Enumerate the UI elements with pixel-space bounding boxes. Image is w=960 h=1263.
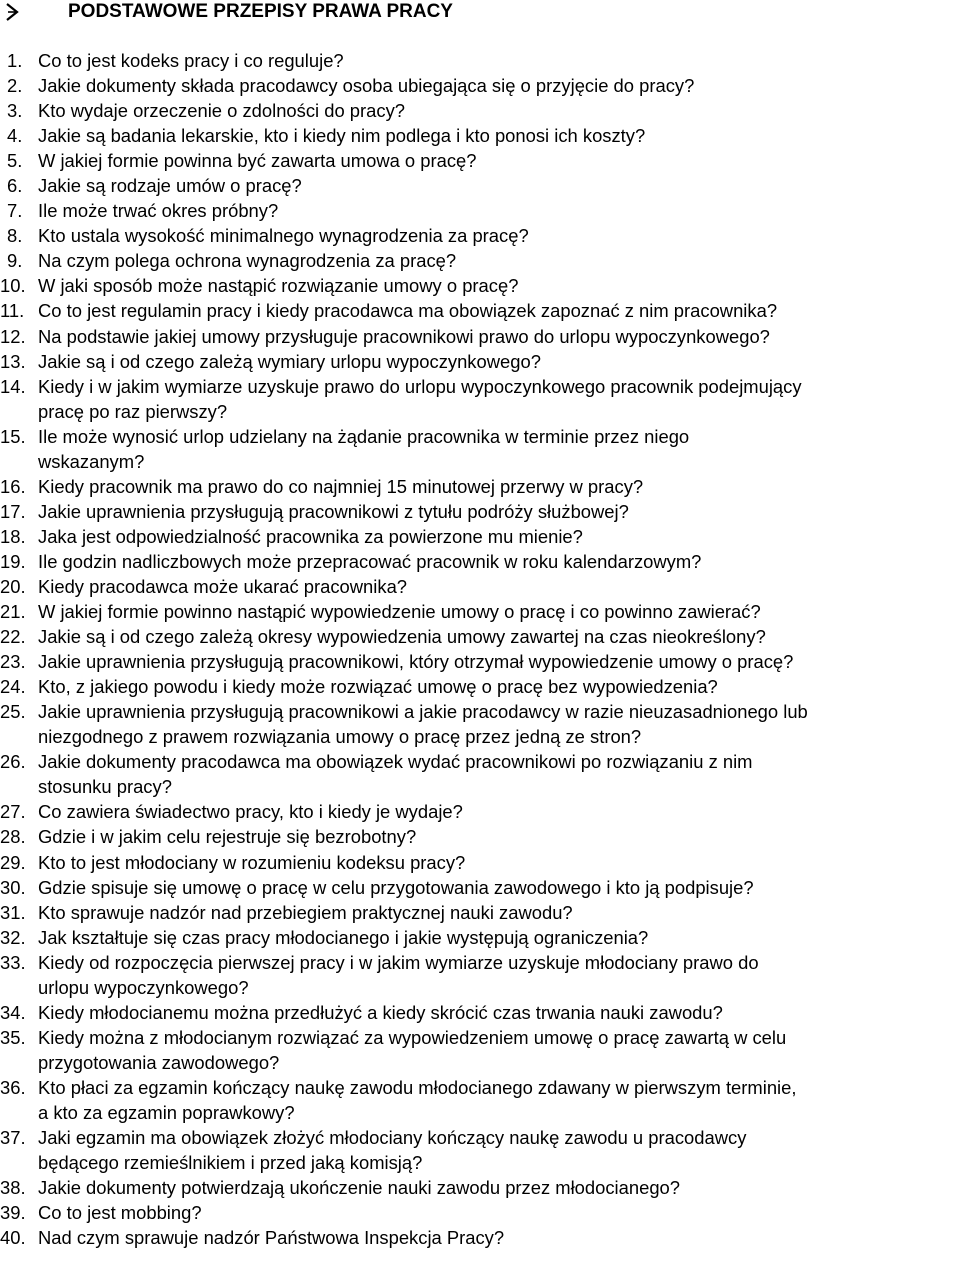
question-number: 16. [0, 475, 26, 497]
question-item [0, 1175, 960, 1200]
question-item [0, 474, 960, 499]
question-text [38, 649, 958, 674]
question-text [38, 699, 958, 749]
question-number: 30. [0, 876, 26, 898]
question-text-line: wskazanym? [38, 450, 145, 472]
question-item [0, 850, 960, 875]
question-item [0, 424, 960, 474]
question-text [38, 599, 958, 624]
question-text-line: Co zawiera świadectwo pracy, kto i kiedy je wydaje? [38, 801, 463, 823]
question-item [0, 223, 960, 248]
question-item [0, 1125, 960, 1175]
question-number: 19. [0, 550, 26, 572]
question-number: 28. [0, 826, 26, 848]
question-number: 22. [0, 626, 26, 648]
question-number: 25. [0, 701, 26, 723]
question-text-line: Kiedy od rozpoczęcia pierwszej pracy i w jakim wymiarze uzyskuje młodociany prawo do [38, 951, 759, 973]
question-text-line: Jakie dokumenty potwierdzają ukończenie nauki zawodu przez młodocianego? [38, 1177, 681, 1199]
question-number: 5. [7, 150, 23, 172]
question-text [38, 950, 958, 1000]
question-text-line: Na podstawie jakiej umowy przysługuje pracownikowi prawo do urlopu wypoczynkowego? [38, 325, 770, 347]
question-number: 23. [0, 651, 26, 673]
question-number: 36. [0, 1076, 26, 1098]
question-text-line: Co to jest kodeks pracy i co reguluje? [38, 50, 344, 71]
question-number: 3. [7, 100, 23, 122]
arrow-check-bullet-icon [5, 2, 25, 22]
question-item [0, 273, 960, 298]
question-number: 7. [7, 200, 23, 222]
question-number: 17. [0, 500, 26, 522]
question-item [0, 98, 960, 123]
question-text [38, 850, 958, 875]
question-text-line: Jakie są rodzaje umów o pracę? [38, 175, 302, 197]
question-item [0, 549, 960, 574]
question-text [38, 374, 958, 424]
question-text-line: Gdzie i w jakim celu rejestruje się bezrobotny? [38, 826, 417, 848]
question-text [38, 223, 958, 248]
question-text-line: pracę po raz pierwszy? [38, 400, 228, 422]
question-number: 34. [0, 1001, 26, 1023]
question-text-line: Jakie dokumenty pracodawca ma obowiązek wydać pracownikowi po rozwiązaniu z nim [38, 751, 753, 773]
question-text-line: Kiedy pracownik ma prawo do co najmniej 15 minutowej przerwy w pracy? [38, 475, 644, 497]
question-item [0, 298, 960, 323]
question-text-line: Kto płaci za egzamin kończący naukę zawodu młodocianego zdawany w pierwszym terminie, [38, 1076, 797, 1098]
question-item [0, 699, 960, 749]
question-text-line: W jakiej formie powinno nastąpić wypowiedzenie umowy o pracę i co powinno zawierać? [38, 601, 761, 623]
question-number: 20. [0, 575, 26, 597]
question-text [38, 824, 958, 849]
question-text [38, 273, 958, 298]
question-text-line: Kiedy pracodawca może ukarać pracownika? [38, 575, 408, 597]
question-item [0, 148, 960, 173]
question-text-line: Ile może wynosić urlop udzielany na żądanie pracownika w terminie przez niego [38, 425, 690, 447]
question-text [38, 1025, 958, 1075]
question-text [38, 248, 958, 273]
question-text-line: będącego rzemieślnikiem i przed jaką komisją? [38, 1152, 423, 1174]
question-number: 39. [0, 1202, 26, 1224]
question-item [0, 674, 960, 699]
question-number: 40. [0, 1227, 26, 1249]
question-text [38, 298, 958, 323]
question-item [0, 1025, 960, 1075]
question-text-line: Jak kształtuje się czas pracy młodocianego i jakie występują ograniczenia? [38, 926, 649, 948]
question-item [0, 875, 960, 900]
question-item [0, 1075, 960, 1125]
question-text [38, 549, 958, 574]
question-text-line: Jakie uprawnienia przysługują pracownikowi z tytułu podróży służbowej? [38, 500, 629, 522]
question-number: 10. [0, 275, 26, 297]
question-text [38, 48, 958, 73]
question-number: 32. [0, 926, 26, 948]
question-number: 11. [0, 300, 25, 322]
question-text [38, 474, 958, 499]
question-text [38, 73, 958, 98]
question-text-line: Kto wydaje orzeczenie o zdolności do pracy? [38, 100, 405, 122]
question-text-line: Jaka jest odpowiedzialność pracownika za powierzone mu mienie? [38, 525, 583, 547]
question-number: 12. [0, 325, 26, 347]
question-item [0, 950, 960, 1000]
question-text-line: przygotowania zawodowego? [38, 1051, 280, 1073]
question-number: 26. [0, 751, 26, 773]
question-number: 33. [0, 951, 26, 973]
question-item [0, 499, 960, 524]
question-number: 24. [0, 676, 26, 698]
question-text [38, 349, 958, 374]
question-text-line: Nad czym sprawuje nadzór Państwowa Inspekcja Pracy? [38, 1227, 505, 1249]
question-item [0, 123, 960, 148]
question-text-line: Jakie uprawnienia przysługują pracownikowi, który otrzymał wypowiedzenie umowy o pracę? [38, 651, 794, 673]
question-text-line: Jakie są badania lekarskie, kto i kiedy nim podlega i kto ponosi ich koszty? [38, 125, 646, 147]
question-text-line: urlopu wypoczynkowego? [38, 976, 249, 998]
question-text [38, 424, 958, 474]
question-text-line: Jakie uprawnienia przysługują pracownikowi a jakie pracodawcy w razie nieuzasadnionego lub [38, 701, 808, 723]
question-text-line: Kto ustala wysokość minimalnego wynagrodzenia za pracę? [38, 225, 529, 247]
question-text [38, 1000, 958, 1025]
question-item [0, 73, 960, 98]
question-text-line: Gdzie spisuje się umowę o pracę w celu przygotowania zawodowego i kto ją podpisuje? [38, 876, 754, 898]
question-text [38, 123, 958, 148]
question-text-line: Kiedy i w jakim wymiarze uzyskuje prawo do urlopu wypoczynkowego pracownik podejmujący [38, 375, 802, 397]
question-text-line: Kiedy można z młodocianym rozwiązać za wypowiedzeniem umowę o pracę zawartą w celu [38, 1026, 787, 1048]
question-text [38, 1200, 958, 1225]
question-number: 21. [0, 601, 26, 623]
question-text [38, 524, 958, 549]
question-text-line: Jakie są i od czego zależą okresy wypowiedzenia umowy zawartej na czas nieokreślony? [38, 626, 766, 648]
question-item [0, 198, 960, 223]
question-text [38, 98, 958, 123]
question-number: 29. [0, 851, 26, 873]
question-text-line: niezgodnego z prawem rozwiązania umowy o pracę przez jedną ze stron? [38, 726, 642, 748]
question-text [38, 499, 958, 524]
question-number: 1. [7, 50, 23, 71]
question-text-line: W jakiej formie powinna być zawarta umowa o pracę? [38, 150, 477, 172]
question-number: 18. [0, 525, 26, 547]
question-text-line: Ile może trwać okres próbny? [38, 200, 279, 222]
question-number: 27. [0, 801, 26, 823]
question-text [38, 1125, 958, 1175]
question-text [38, 148, 958, 173]
question-text-line: Jakie są i od czego zależą wymiary urlopu wypoczynkowego? [38, 350, 541, 372]
question-text-line: Kto, z jakiego powodu i kiedy może rozwiązać umowę o pracę bez wypowiedzenia? [38, 676, 718, 698]
question-text [38, 324, 958, 349]
question-item [0, 624, 960, 649]
question-text [38, 1175, 958, 1200]
question-text-line: Na czym polega ochrona wynagrodzenia za pracę? [38, 250, 457, 272]
question-number: 15. [0, 425, 26, 447]
question-text [38, 173, 958, 198]
question-number: 6. [7, 175, 23, 197]
question-number: 35. [0, 1026, 26, 1048]
question-text-line: Jakie dokumenty składa pracodawcy osoba ubiegająca się o przyjęcie do pracy? [38, 75, 695, 97]
question-item [0, 900, 960, 925]
question-text-line: Kto sprawuje nadzór nad przebiegiem praktycznej nauki zawodu? [38, 901, 573, 923]
question-text [38, 574, 958, 599]
question-item [0, 1200, 960, 1225]
question-number: 14. [0, 375, 26, 397]
question-text [38, 799, 958, 824]
question-text [38, 198, 958, 223]
question-item [0, 374, 960, 424]
question-item [0, 1225, 960, 1250]
question-text-line: Co to jest regulamin pracy i kiedy pracodawca ma obowiązek zapoznać z nim pracownika? [38, 300, 778, 322]
question-number: 31. [0, 901, 26, 923]
question-text [38, 749, 958, 799]
question-text-line: Kiedy młodocianemu można przedłużyć a kiedy skrócić czas trwania nauki zawodu? [38, 1001, 723, 1023]
question-item [0, 1000, 960, 1025]
question-text-line: stosunku pracy? [38, 776, 172, 798]
question-item [0, 48, 960, 73]
question-number: 37. [0, 1127, 26, 1149]
question-list [0, 48, 960, 1250]
question-item [0, 524, 960, 549]
question-text [38, 1075, 958, 1125]
question-text-line: Co to jest mobbing? [38, 1202, 202, 1224]
question-item [0, 574, 960, 599]
question-text-line: Kto to jest młodociany w rozumieniu kodeksu pracy? [38, 851, 466, 873]
question-text [38, 624, 958, 649]
question-item [0, 349, 960, 374]
question-number: 4. [7, 125, 23, 147]
question-item [0, 649, 960, 674]
question-text-line: a kto za egzamin poprawkowy? [38, 1101, 295, 1123]
section-heading [5, 0, 453, 26]
question-text-line: Ile godzin nadliczbowych może przepracować pracownik w roku kalendarzowym? [38, 550, 702, 572]
question-number: 9. [7, 250, 23, 272]
heading-text: PODSTAWOWE PRZEPISY PRAWA PRACY [68, 1, 453, 22]
question-number: 38. [0, 1177, 26, 1199]
question-item [0, 925, 960, 950]
question-item [0, 173, 960, 198]
question-item [0, 324, 960, 349]
question-text [38, 1225, 958, 1250]
question-text-line: Jaki egzamin ma obowiązek złożyć młodociany kończący naukę zawodu u pracodawcy [38, 1127, 747, 1149]
question-item [0, 749, 960, 799]
question-item [0, 248, 960, 273]
question-text [38, 925, 958, 950]
question-text [38, 875, 958, 900]
question-item [0, 599, 960, 624]
question-text [38, 674, 958, 699]
question-text-line: W jaki sposób może nastąpić rozwiązanie umowy o pracę? [38, 275, 519, 297]
question-text [38, 900, 958, 925]
question-item [0, 824, 960, 849]
question-item [0, 799, 960, 824]
question-number: 8. [7, 225, 23, 247]
question-number: 13. [0, 350, 26, 372]
question-number: 2. [7, 75, 23, 97]
